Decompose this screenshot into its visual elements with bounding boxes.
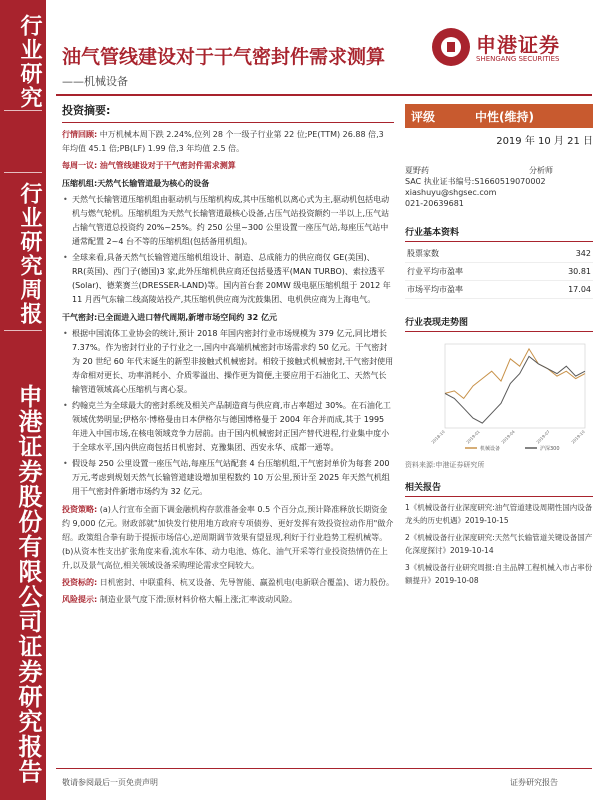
list-item: • 假设每 250 公里设置一座压气站,每座压气站配套 4 台压缩机组,干气密封单价为每套 200 万元,考虑到规划天然气长输管道建设增加里程数约 10 万公里,预计至 2025 年天然气机组用干气密封件新增市场约为 32 亿元。 xyxy=(62,457,394,499)
targets-text: 日机密封、中联重科、杭叉设备、先导智能、赢盈机电(电新联合覆盖)、诺力股份。 xyxy=(99,578,394,587)
table-row xyxy=(405,281,593,299)
stat-value: 17.04 xyxy=(535,281,593,299)
analyst-email[interactable]: xiashuyu@shgsec.com xyxy=(405,188,497,197)
chart-source: 资料来源:申港证券研究所 xyxy=(405,461,485,469)
weekly-topic-key: 每周一议: xyxy=(62,161,98,170)
series-line-1 xyxy=(445,356,585,423)
side-label-top: 行业研究 xyxy=(17,14,43,110)
footer-disclaimer[interactable]: 敬请参阅最后一页免责声明 xyxy=(62,778,158,787)
rating-banner xyxy=(405,104,593,128)
report-date: 2019 年 10 月 21 日 xyxy=(496,136,593,147)
footer-label: 证券研究报告 xyxy=(510,778,558,787)
analyst-info xyxy=(405,165,593,209)
compressor-heading: 压缩机组:天然气长输管道最为核心的设备 xyxy=(62,179,210,188)
performance-chart xyxy=(405,336,593,456)
legend-label: 机械设备 xyxy=(480,446,501,452)
basic-info-heading: 行业基本资料 xyxy=(405,225,593,242)
analyst-sac: SAC 执业证书编号:S1660519070002 xyxy=(405,177,546,186)
abstract-heading: 投资摘要: xyxy=(62,104,111,117)
list-item: • 约翰克兰为全球最大的密封系统及相关产品制造商与供应商,市占率超过 30%。在石油化工领域优势明显;伊格尔·博格曼由日本伊格尔与德国博格曼于 2004 年合并而成,其于 1995 年进入中国市场,在核电领域竞争力居前。由于国内机械密封正国产替代进程,行业集中度小于全球水平,国内供应商包括日机密封、克豫集团、西安永华、成都一通等。 xyxy=(62,399,394,455)
market-review-key: 行情回顾: xyxy=(62,130,98,139)
related-item[interactable]: 1《机械设备行业深度研究:油气管道建设周期性国内设备龙头的历史机遇》2019-10-15 xyxy=(405,503,593,525)
strategy-key: 投资策略: xyxy=(62,505,98,514)
stat-value: 342 xyxy=(535,245,593,263)
risk-key: 风险提示: xyxy=(62,595,98,604)
side-label-mid: 行业研究周报 xyxy=(17,182,43,326)
table-row xyxy=(405,263,593,281)
targets xyxy=(62,576,394,590)
seal-heading: 干气密封:已全面进入进口替代周期,新增市场空间约 32 亿元 xyxy=(62,313,277,322)
risk-text: 制造业景气度下滑;原材料价格大幅上涨;汇率波动风险。 xyxy=(99,595,298,604)
strategy-text: (a)人行宣布全面下调金融机构存款准备金率 0.5 个百分点,预计降准释放长期资金约 9,000 亿元。财政部就"加快发行使用地方政府专项债券、更好发挥有效投资拉动作用"做介绍。政策组合拳有助于提振市场信心,逆周期调节效果有望显现,利好于行业趋势工程机械等。(b)从资本性支出扩张角度来看,流水车体、动力电池、炼化、油气开采等行业投资热情仍在上升,以及景气高位,相关领域设备采购理论需求空间较大。 xyxy=(62,505,394,570)
x-tick-label: 2019-07 xyxy=(535,429,551,445)
side-divider xyxy=(4,172,42,173)
main-content xyxy=(62,104,394,610)
risk xyxy=(62,593,394,607)
analyst-phone: 021-20639681 xyxy=(405,199,464,208)
chart-frame xyxy=(445,344,585,428)
basic-info-table xyxy=(405,245,593,299)
list-item: • 天然气长输管道压缩机组由驱动机与压缩机构成,其中压缩机以离心式为主,驱动机包括电动机与燃气轮机。压缩机组为天然气长输管道最核心设备,占压气站投资额约一半以上,压气站占输气管道总投资约 20%~25%。约 250 公里~300 公里设置一座压气站,每座压气站中通常配置 2~4 台不等的压缩机组(包括备用机组)。 xyxy=(62,193,394,249)
stat-value: 30.81 xyxy=(535,263,593,281)
sidebar xyxy=(405,104,593,591)
company-logo xyxy=(432,28,592,68)
logo-mark-icon xyxy=(432,28,470,66)
report-subtitle: ——机械设备 xyxy=(62,75,128,88)
related-item[interactable]: 2《机械设备行业深度研究:天然气长输管道关键设备国产化深度探讨》2019-10-14 xyxy=(405,533,593,555)
market-review-text: 中万机械本周下跌 2.24%,位列 28 个一级子行业第 22 位;PE(TTM) 26.88 倍,3 年均值 45.1 倍;PB(LF) 1.99 倍,3 年均值 2.5 倍。 xyxy=(62,130,384,153)
related-list xyxy=(405,501,593,587)
stat-label: 股票家数 xyxy=(405,245,535,263)
series-line-0 xyxy=(445,349,585,399)
seal-list xyxy=(62,327,394,499)
footer-rule xyxy=(56,768,592,769)
side-label-bottom: 申港证券股份有限公司证券研究报告 xyxy=(14,384,43,784)
compressor-list xyxy=(62,193,394,307)
x-tick-label: 2018-10 xyxy=(430,429,446,445)
related-item[interactable]: 3《机械设备行业研究周报:自主品牌工程机械入市占率份额提升》2019-10-08 xyxy=(405,563,593,585)
side-divider xyxy=(4,110,42,111)
abstract-rule xyxy=(62,122,394,123)
list-item: • 全球来看,具备天然气长输管道压缩机组设计、制造、总成能力的供应商仅 GE(美国)、RR(英国)、西门子(德国)3 家,此外压缩机供应商还包括曼透平(MAN TURBO)、索拉透平(Solar)、德莱赛兰(DRESSER-LAND)等。国内首台套 20MW 级电驱压缩机组于 2012 年 11 月西气东输二线高陵站投产,其压缩机供应商为沈鼓集团、电机供应商为上海电气。 xyxy=(62,251,394,307)
stat-label: 市场平均市盈率 xyxy=(405,281,535,299)
targets-key: 投资标的: xyxy=(62,578,98,587)
x-tick-label: 2019-04 xyxy=(500,429,516,445)
analyst-name: 夏野药 xyxy=(405,166,429,175)
rating-label: 评级 xyxy=(411,110,436,124)
related-heading: 相关报告 xyxy=(405,480,593,497)
table-row xyxy=(405,245,593,263)
x-tick-label: 2019-01 xyxy=(465,429,481,445)
analyst-role: 分析师 xyxy=(529,166,553,175)
weekly-topic-text: 油气管线建设对于干气密封件需求测算 xyxy=(99,161,236,170)
list-item: • 根据中国流体工业协会的统计,预计 2018 年国内密封行业市场规模为 379 亿元,同比增长 7.37%。作为密封行业的子行业之一,国内中高端机械密封市场需求约 50 亿元。干气密封为 20 世纪 60 年代末诞生的新型非接触式机械密封。相较于接触式机械密封,干气密封使用寿命相对更长、功率消耗小、介质零溢出、操作更为简便,主要应用于石油化工、天然气长输管道领域高心压缩机与离心泵。 xyxy=(62,327,394,397)
side-band xyxy=(0,0,46,800)
market-review xyxy=(62,128,394,156)
performance-heading: 行业表现走势图 xyxy=(405,315,593,332)
x-tick-label: 2019-10 xyxy=(570,429,586,445)
header-rule xyxy=(56,94,592,96)
side-divider xyxy=(4,330,42,331)
logo-text-en: SHENGANG SECURITIES xyxy=(476,55,560,63)
report-title: 油气管线建设对于干气密封件需求测算 xyxy=(62,46,386,68)
strategy xyxy=(62,503,394,573)
legend-label: 沪深300 xyxy=(540,446,560,452)
weekly-topic xyxy=(62,159,394,173)
logo-text-cn: 申港证券 xyxy=(476,33,560,57)
stat-label: 行业平均市盈率 xyxy=(405,263,535,281)
rating-value: 中性(维持) xyxy=(475,110,534,124)
